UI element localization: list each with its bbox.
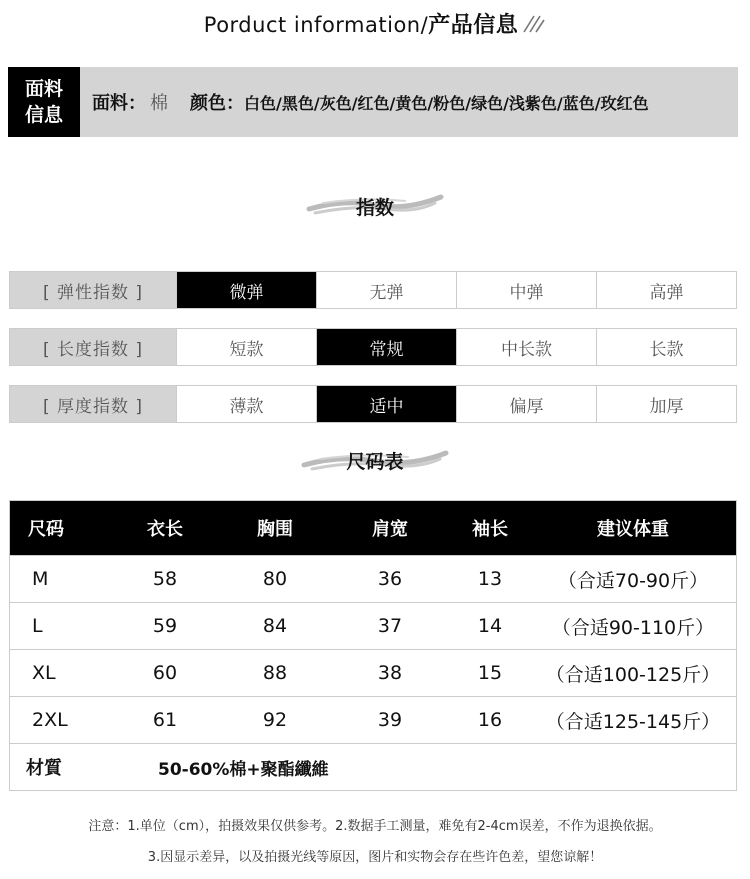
weight-cell: （合适125-145斤）: [545, 710, 721, 733]
length-option-regular: 常规: [316, 329, 456, 365]
table-row: [10, 649, 736, 696]
elasticity-option-none: 无弹: [316, 272, 456, 308]
weight-cell: （合适90-110斤）: [551, 616, 715, 639]
size-cell: L: [32, 615, 43, 637]
column-header-chest: 胸围: [257, 519, 293, 540]
size-heading: [0, 447, 750, 474]
size-cell: 2XL: [32, 709, 68, 731]
shoulder-cell: 36: [377, 568, 403, 590]
chest-cell: 88: [262, 662, 288, 684]
column-header-shoulder: 肩宽: [372, 519, 408, 540]
color-list: 白色/黑色/灰色/红色/黄色/粉色/绿色/浅紫色/蓝色/玫红色: [244, 94, 649, 113]
hatch-decoration-icon: [522, 14, 546, 34]
material-row: [10, 743, 736, 790]
length-option-long: 长款: [596, 329, 736, 365]
thickness-option-thin: 薄款: [176, 386, 316, 422]
table-row: [10, 602, 736, 649]
size-cell: M: [32, 568, 49, 590]
column-header-size: 尺码: [28, 519, 64, 540]
length-cell: 61: [152, 709, 178, 731]
shoulder-cell: 37: [377, 615, 403, 637]
length-index-row: [9, 328, 737, 366]
elasticity-option-slight: 微弹: [176, 272, 316, 308]
shoulder-cell: 39: [377, 709, 403, 731]
size-table-header: [10, 501, 736, 555]
index-heading-text: 指数: [355, 197, 394, 219]
column-header-weight: 建议体重: [597, 519, 669, 540]
material-label: 面料：: [92, 93, 146, 114]
table-row: [10, 555, 736, 602]
length-cell: 58: [152, 568, 178, 590]
note-line-2: 3.因显示差异，以及拍摄光线等原因，图片和实物会存在些许色差，望您谅解！: [147, 850, 603, 865]
title-chinese: 产品信息: [428, 13, 519, 38]
weight-cell: （合适100-125斤）: [545, 663, 721, 686]
chest-cell: 84: [262, 615, 288, 637]
sleeve-cell: 13: [477, 568, 503, 590]
fabric-tag-line1: 面料: [24, 78, 63, 100]
note-line-1: 注意：1.单位（cm），拍摄效果仅供参考。2.数据手工测量，难免有2-4cm误差，不作为退换依据。: [88, 819, 662, 834]
sleeve-cell: 16: [477, 709, 503, 731]
sleeve-cell: 14: [477, 615, 503, 637]
thickness-option-thick: 偏厚: [456, 386, 596, 422]
size-heading-text: 尺码表: [346, 451, 404, 473]
elasticity-option-high: 高弹: [596, 272, 736, 308]
material-value: 棉: [150, 93, 168, 114]
page-title: [0, 8, 750, 39]
title-english: Porduct information/: [203, 13, 429, 37]
weight-cell: （合适70-90斤）: [557, 569, 709, 592]
elasticity-option-medium: 中弹: [456, 272, 596, 308]
thickness-option-moderate: 适中: [316, 386, 456, 422]
length-option-mid-long: 中长款: [456, 329, 596, 365]
size-cell: XL: [32, 662, 56, 684]
thickness-label: [ 厚度指数 ]: [10, 386, 176, 422]
table-row: [10, 696, 736, 743]
column-header-length: 衣长: [147, 519, 183, 540]
fabric-info-tag: [8, 67, 80, 137]
material-row-value: 50-60%棉+聚酯纖維: [158, 759, 329, 780]
material-row-label: 材質: [26, 758, 62, 779]
thickness-index-row: [9, 385, 737, 423]
length-option-short: 短款: [176, 329, 316, 365]
index-heading: [0, 193, 750, 220]
length-label: [ 长度指数 ]: [10, 329, 176, 365]
fabric-details: [92, 89, 649, 115]
column-header-sleeve: 袖长: [472, 519, 508, 540]
elasticity-index-row: [9, 271, 737, 309]
length-cell: 59: [152, 615, 178, 637]
fabric-tag-line2: 信息: [24, 104, 63, 126]
shoulder-cell: 38: [377, 662, 403, 684]
color-label: 颜色：: [190, 93, 244, 114]
sleeve-cell: 15: [477, 662, 503, 684]
elasticity-label: [ 弹性指数 ]: [10, 272, 176, 308]
size-table: [9, 500, 737, 791]
chest-cell: 92: [262, 709, 288, 731]
length-cell: 60: [152, 662, 178, 684]
chest-cell: 80: [262, 568, 288, 590]
thickness-option-extra-thick: 加厚: [596, 386, 736, 422]
fabric-info-bar: [8, 67, 738, 137]
